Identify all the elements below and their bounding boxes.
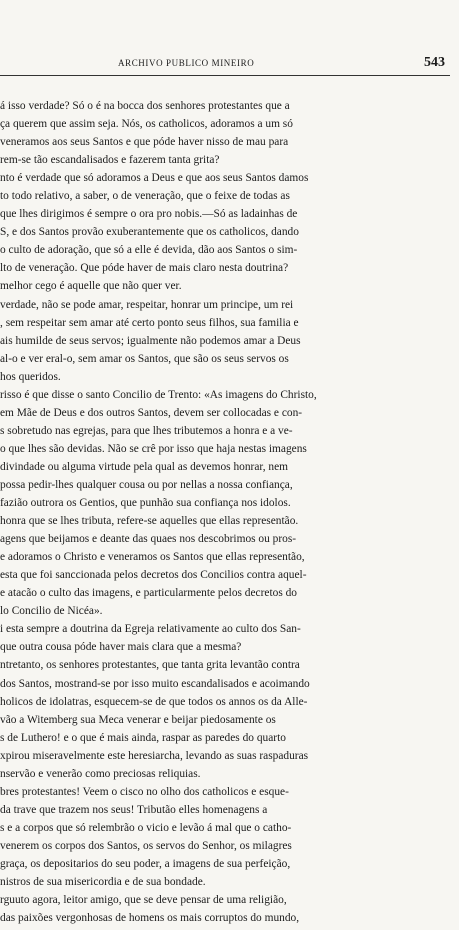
text-line: honra que se lhes tributa, refere-se aquelles que ellas representão. bbox=[0, 515, 299, 528]
text-line: graça, os depositarios do seu poder, a imagens de sua perfeição, bbox=[0, 857, 291, 870]
header-title: ARCHIVO PUBLICO MINEIRO bbox=[118, 58, 255, 68]
text-line: S, e dos Santos provão exuberantemente que os catholicos, dando bbox=[0, 226, 299, 239]
text-line: ça querem que assim seja. Nós, os catholicos, adoramos a um só bbox=[0, 118, 293, 131]
text-line: rguuto agora, leitor amigo, que se deve pensar de uma religião, bbox=[0, 894, 287, 907]
text-line: esta que foi sanccionada pelos decretos dos Concilios contra aquel- bbox=[0, 569, 307, 582]
text-line: lto de veneração. Que póde haver de mais claro nesta doutrina? bbox=[0, 262, 289, 275]
text-line: s de Luthero! e o que é mais ainda, raspar as paredes do quarto bbox=[0, 731, 286, 744]
text-line: risso é que disse o santo Concilio de Trento: «As imagens do Christo, bbox=[0, 388, 317, 401]
text-line: nistros de sua misericordia e de sua bondade. bbox=[0, 876, 206, 889]
text-line: que outra cousa póde haver mais clara que a mesma? bbox=[0, 641, 242, 654]
text-line: venerem os corpos dos Santos, os servos do Senhor, os milagres bbox=[0, 839, 292, 852]
text-line: ntretanto, os senhores protestantes, que tanta grita levantão contra bbox=[0, 659, 300, 672]
text-line: da trave que trazem nos seus! Tributão elles homenagens a bbox=[0, 803, 268, 816]
text-line: possa pedir-lhes qualquer cousa ou por nellas a nossa confiança, bbox=[0, 478, 293, 491]
text-line: bres protestantes! Veem o cisco no olho dos catholicos e esque- bbox=[0, 785, 289, 798]
text-line: divindade ou alguma virtude pela qual as devemos honrar, nem bbox=[0, 460, 289, 473]
text-line: das paixões vergonhosas de homens os mais corruptos do mundo, bbox=[0, 912, 300, 925]
text-line: rem-se tão escandalisados e fazerem tanta grita? bbox=[0, 154, 220, 167]
text-line: al-o e ver eral-o, sem amar os Santos, que são os seus servos os bbox=[0, 352, 289, 365]
text-line: , sem respeitar sem amar até certo ponto seus filhos, sua familia e bbox=[0, 316, 299, 329]
text-line: o culto de adoração, que só a elle é devida, dão aos Santos o sim- bbox=[0, 244, 298, 257]
text-line: s e a corpos que só relembrão o vicio e levão á mal que o catho- bbox=[0, 821, 292, 834]
text-line: s sobretudo nas egrejas, para que lhes tributemos a honra e a ve- bbox=[0, 424, 293, 437]
page-number: 543 bbox=[424, 55, 445, 70]
text-line: melhor cego é aquelle que não quer ver. bbox=[0, 280, 182, 293]
text-line: dos Santos, mostrand-se por isso muito escandalisados e acoimando bbox=[0, 677, 310, 690]
text-line: o que lhes são devidas. Não se crê por isso que haja nestas imagens bbox=[0, 442, 307, 455]
text-line: á isso verdade? Só o é na bocca dos senhores protestantes que a bbox=[0, 100, 290, 112]
text-line: i esta sempre a doutrina da Egreja relativamente ao culto dos San- bbox=[0, 623, 301, 636]
text-line: veneramos aos seus Santos e que póde haver nisso de mau para bbox=[0, 136, 289, 149]
text-line: vão a Witemberg sua Meca venerar e beijar piedosamente os bbox=[0, 713, 276, 726]
header-rule bbox=[0, 75, 450, 76]
text-line: xpirou miseravelmente este heresiarcha, levando as suas raspaduras bbox=[0, 749, 309, 762]
text-line: em Mãe de Deus e dos outros Santos, devem ser collocadas e con- bbox=[0, 406, 303, 419]
text-line: to todo relativo, a saber, o de veneração, que o feixe de todas as bbox=[0, 190, 290, 203]
text-line: nto é verdade que só adoramos a Deus e que aos seus Santos damos bbox=[0, 172, 309, 185]
text-line: lo Concilio de Nicéa». bbox=[0, 605, 103, 618]
text-line: nservão e venerão como preciosas reliquias. bbox=[0, 767, 201, 780]
text-line: que lhes dirigimos é sempre o ora pro nobis.—Só as ladainhas de bbox=[0, 208, 298, 221]
text-line: holicos de idolatras, esquecem-se de que todos os annos os da Alle- bbox=[0, 695, 308, 708]
running-header bbox=[0, 55, 459, 76]
text-line: verdade, não se pode amar, respeitar, honrar um principe, um rei bbox=[0, 298, 294, 311]
text-line: ais humilde de seus servos; igualmente não podemos amar a Deus bbox=[0, 334, 301, 347]
text-line: fazião outrora os Gentios, que punhão sua confiança nos idolos. bbox=[0, 497, 291, 510]
text-line: agens que beijamos e deante das quaes nos descobrimos ou pros- bbox=[0, 533, 297, 546]
body-text bbox=[0, 97, 452, 927]
text-line: e atacão o culto das imagens, e particularmente pelos decretos do bbox=[0, 587, 297, 600]
text-line: hos queridos. bbox=[0, 370, 61, 383]
text-line: e adoramos o Christo e veneramos os Santos que ellas representão, bbox=[0, 551, 305, 564]
